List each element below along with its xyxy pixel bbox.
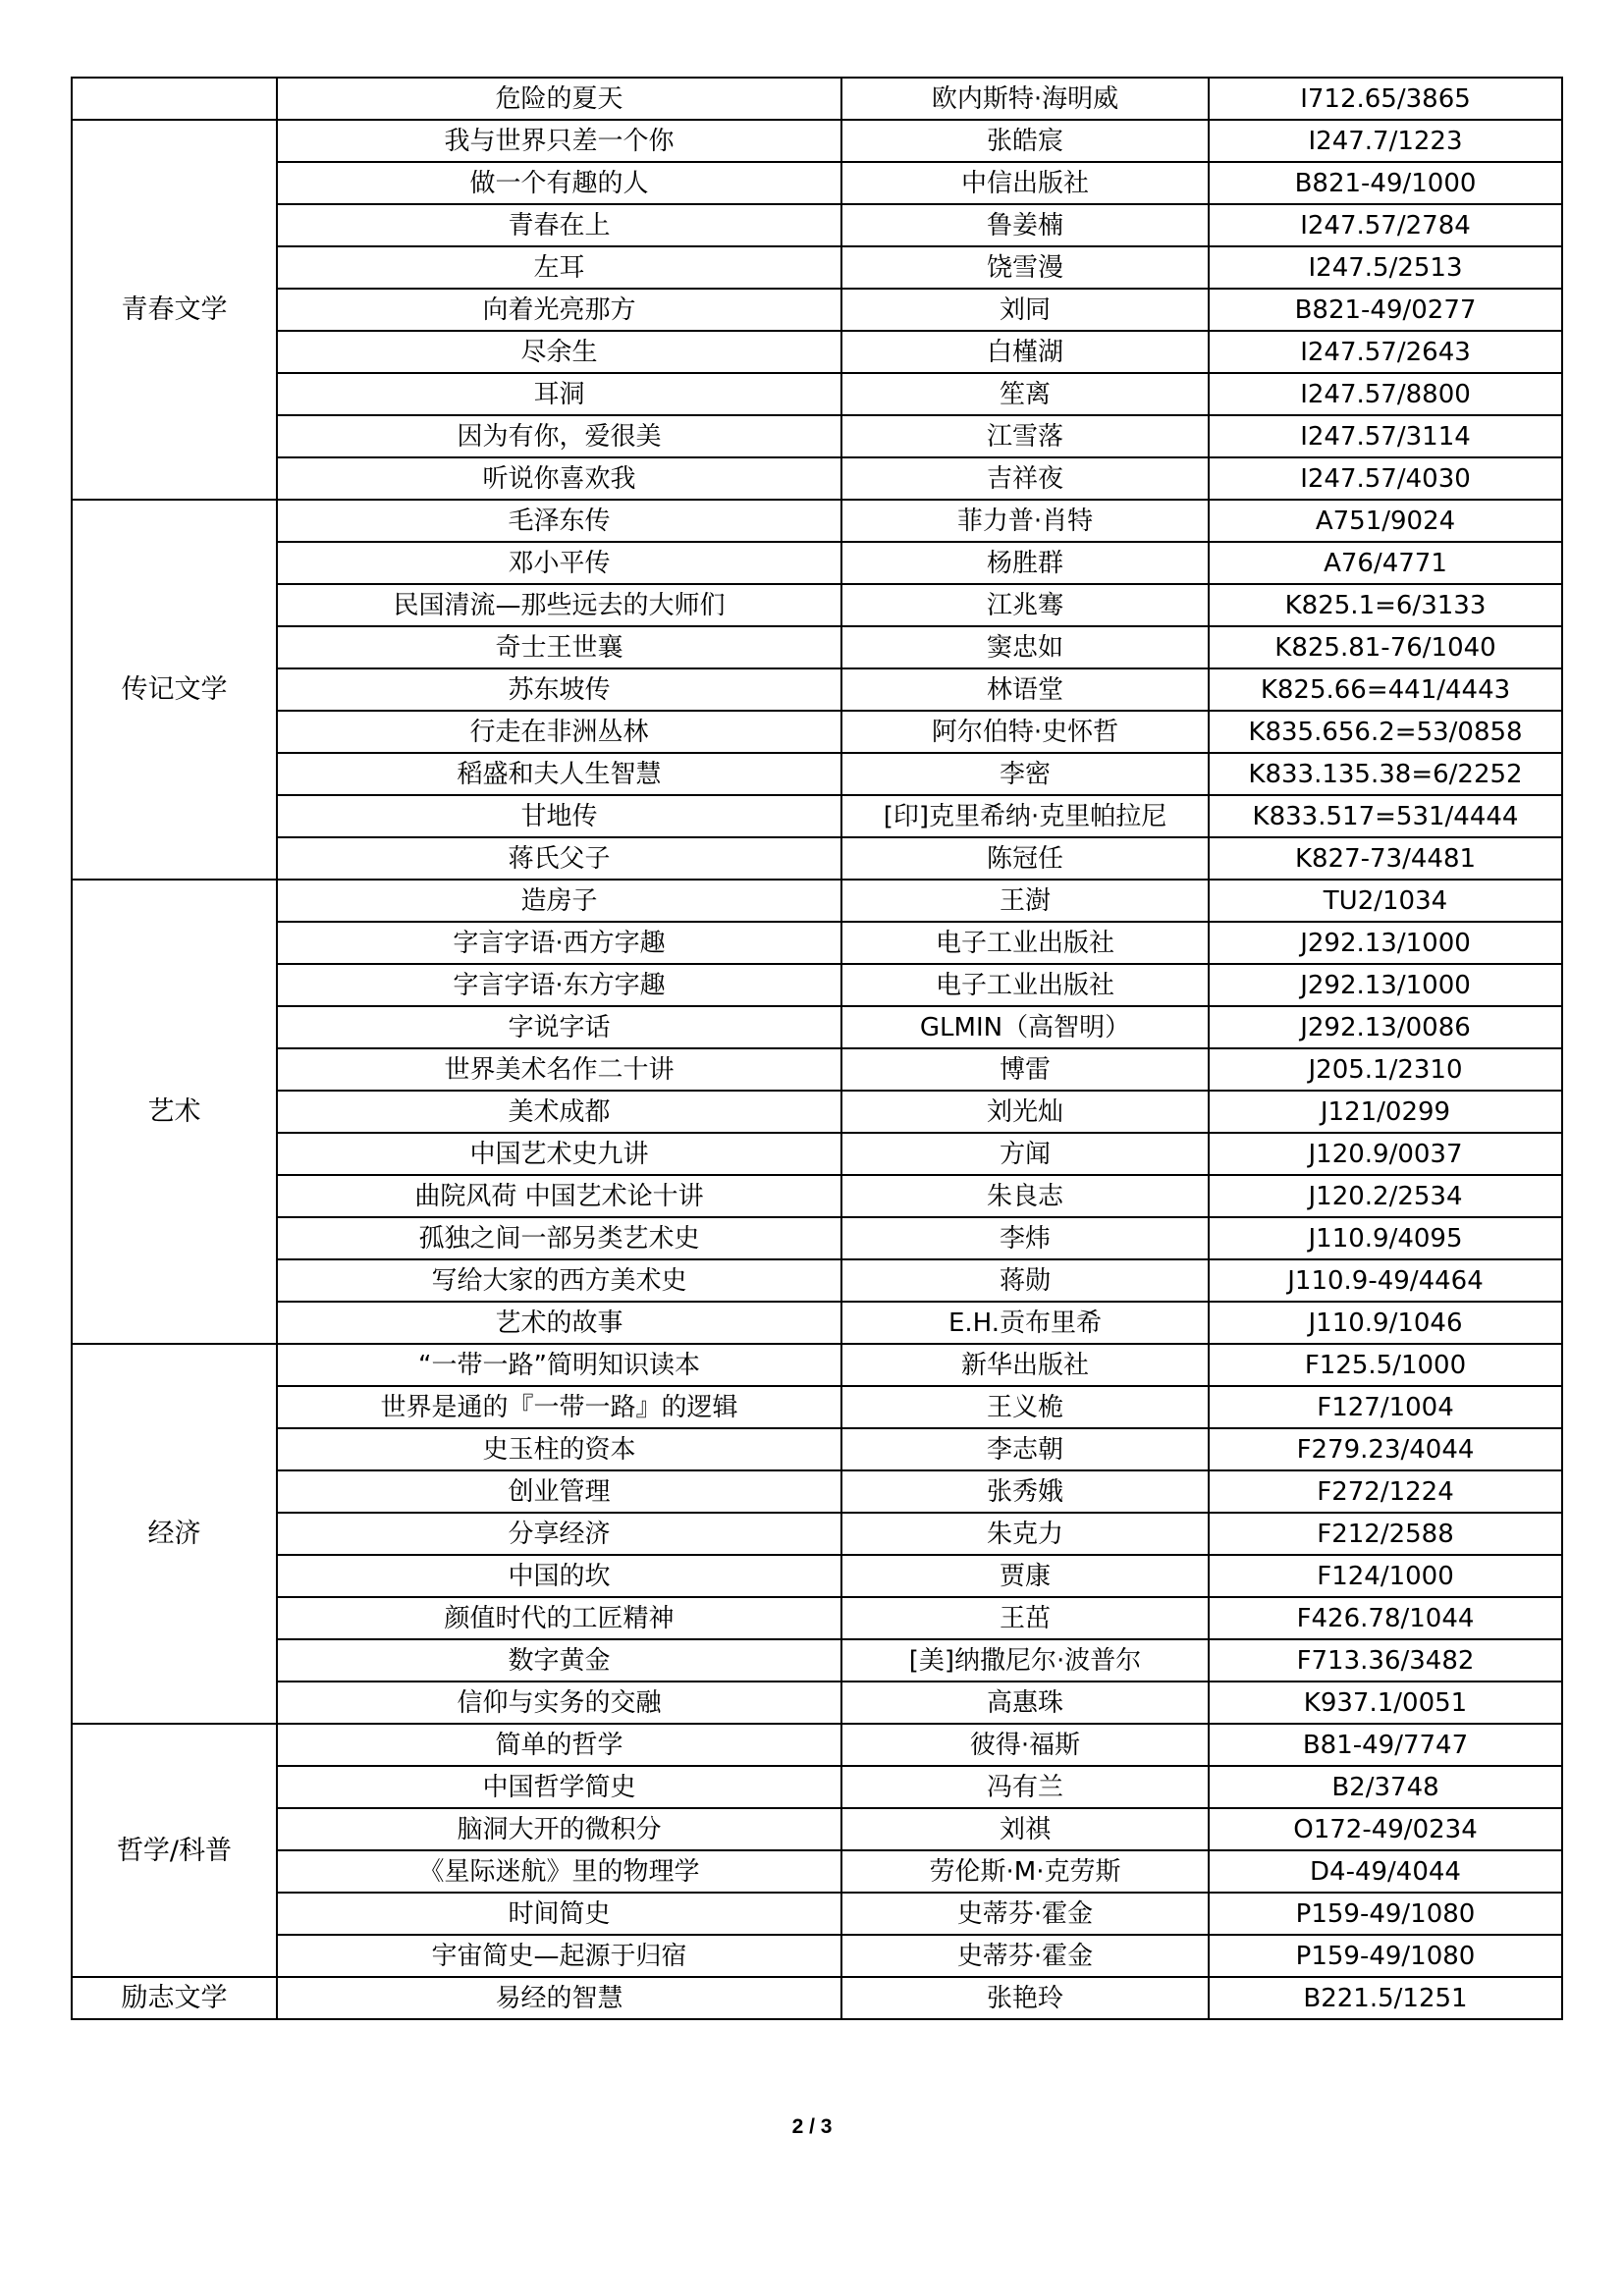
table-row xyxy=(72,1133,1562,1175)
table-row xyxy=(72,373,1562,415)
title-cell: 听说你喜欢我 xyxy=(277,457,841,500)
call-number-cell: I247.57/8800 xyxy=(1209,373,1562,415)
title-cell: 写给大家的西方美术史 xyxy=(277,1259,841,1302)
title-cell: 尽余生 xyxy=(277,331,841,373)
table-row xyxy=(72,1302,1562,1344)
table-row xyxy=(72,1513,1562,1555)
title-cell: 造房子 xyxy=(277,880,841,922)
title-cell: 中国的坎 xyxy=(277,1555,841,1597)
author-cell: 方闻 xyxy=(841,1133,1209,1175)
call-number-cell: B221.5/1251 xyxy=(1209,1977,1562,2019)
table-row xyxy=(72,1850,1562,1893)
author-cell: 江兆骞 xyxy=(841,584,1209,626)
author-cell: 王茁 xyxy=(841,1597,1209,1639)
call-number-cell: I247.57/2643 xyxy=(1209,331,1562,373)
author-cell: E.H.贡布里希 xyxy=(841,1302,1209,1344)
category-cell: 传记文学 xyxy=(72,500,277,880)
author-cell: 冯有兰 xyxy=(841,1766,1209,1808)
call-number-cell: P159-49/1080 xyxy=(1209,1893,1562,1935)
title-cell: 时间简史 xyxy=(277,1893,841,1935)
author-cell: 史蒂芬·霍金 xyxy=(841,1893,1209,1935)
table-row xyxy=(72,1344,1562,1386)
table-row xyxy=(72,626,1562,668)
author-cell: 张艳玲 xyxy=(841,1977,1209,2019)
table-row xyxy=(72,880,1562,922)
title-cell: 信仰与实务的交融 xyxy=(277,1682,841,1724)
author-cell: 江雪落 xyxy=(841,415,1209,457)
table-row xyxy=(72,753,1562,795)
call-number-cell: F279.23/4044 xyxy=(1209,1428,1562,1470)
table-row xyxy=(72,1555,1562,1597)
table-row xyxy=(72,1977,1562,2019)
title-cell: 民国清流—那些远去的大师们 xyxy=(277,584,841,626)
table-row xyxy=(72,795,1562,837)
call-number-cell: I247.7/1223 xyxy=(1209,120,1562,162)
call-number-cell: F124/1000 xyxy=(1209,1555,1562,1597)
table-row xyxy=(72,1893,1562,1935)
title-cell: 字言字语·东方字趣 xyxy=(277,964,841,1006)
title-cell: 创业管理 xyxy=(277,1470,841,1513)
title-cell: 宇宙简史—起源于归宿 xyxy=(277,1935,841,1977)
table-row xyxy=(72,1428,1562,1470)
author-cell: 劳伦斯·M·克劳斯 xyxy=(841,1850,1209,1893)
title-cell: 史玉柱的资本 xyxy=(277,1428,841,1470)
table-row xyxy=(72,204,1562,246)
category-cell: 经济 xyxy=(72,1344,277,1724)
call-number-cell: O172-49/0234 xyxy=(1209,1808,1562,1850)
table-row xyxy=(72,1808,1562,1850)
call-number-cell: F272/1224 xyxy=(1209,1470,1562,1513)
call-number-cell: I712.65/3865 xyxy=(1209,78,1562,120)
title-cell: 向着光亮那方 xyxy=(277,289,841,331)
author-cell: [美]纳撒尼尔·波普尔 xyxy=(841,1639,1209,1682)
call-number-cell: J120.2/2534 xyxy=(1209,1175,1562,1217)
title-cell: 字言字语·西方字趣 xyxy=(277,922,841,964)
table-row xyxy=(72,1217,1562,1259)
table-row xyxy=(72,542,1562,584)
call-number-cell: B81-49/7747 xyxy=(1209,1724,1562,1766)
category-cell: 励志文学 xyxy=(72,1977,277,2019)
author-cell: 林语堂 xyxy=(841,668,1209,711)
title-cell: 蒋氏父子 xyxy=(277,837,841,880)
table-row xyxy=(72,1597,1562,1639)
title-cell: 左耳 xyxy=(277,246,841,289)
table-row xyxy=(72,120,1562,162)
author-cell: 李炜 xyxy=(841,1217,1209,1259)
category-cell xyxy=(72,78,277,120)
author-cell: 张皓宸 xyxy=(841,120,1209,162)
title-cell: 耳洞 xyxy=(277,373,841,415)
table-row xyxy=(72,837,1562,880)
author-cell: 刘祺 xyxy=(841,1808,1209,1850)
title-cell: 危险的夏天 xyxy=(277,78,841,120)
call-number-cell: I247.57/4030 xyxy=(1209,457,1562,500)
call-number-cell: J121/0299 xyxy=(1209,1091,1562,1133)
call-number-cell: J205.1/2310 xyxy=(1209,1048,1562,1091)
title-cell: 中国哲学简史 xyxy=(277,1766,841,1808)
author-cell: 博雷 xyxy=(841,1048,1209,1091)
call-number-cell: F426.78/1044 xyxy=(1209,1597,1562,1639)
title-cell: 颜值时代的工匠精神 xyxy=(277,1597,841,1639)
author-cell: 朱良志 xyxy=(841,1175,1209,1217)
title-cell: 稻盛和夫人生智慧 xyxy=(277,753,841,795)
book-list-table xyxy=(71,77,1563,2020)
author-cell: 杨胜群 xyxy=(841,542,1209,584)
call-number-cell: K825.66=441/4443 xyxy=(1209,668,1562,711)
book-list-body xyxy=(72,78,1562,2019)
author-cell: 彼得·福斯 xyxy=(841,1724,1209,1766)
table-row xyxy=(72,331,1562,373)
call-number-cell: J292.13/0086 xyxy=(1209,1006,1562,1048)
author-cell: 朱克力 xyxy=(841,1513,1209,1555)
call-number-cell: K827-73/4481 xyxy=(1209,837,1562,880)
author-cell: 电子工业出版社 xyxy=(841,922,1209,964)
author-cell: 笙离 xyxy=(841,373,1209,415)
call-number-cell: J120.9/0037 xyxy=(1209,1133,1562,1175)
title-cell: 世界是通的『一带一路』的逻辑 xyxy=(277,1386,841,1428)
title-cell: 艺术的故事 xyxy=(277,1302,841,1344)
call-number-cell: P159-49/1080 xyxy=(1209,1935,1562,1977)
title-cell: 甘地传 xyxy=(277,795,841,837)
call-number-cell: K833.517=531/4444 xyxy=(1209,795,1562,837)
table-row xyxy=(72,668,1562,711)
table-row xyxy=(72,1470,1562,1513)
table-row xyxy=(72,1935,1562,1977)
title-cell: “一带一路”简明知识读本 xyxy=(277,1344,841,1386)
author-cell: [印]克里希纳·克里帕拉尼 xyxy=(841,795,1209,837)
table-row xyxy=(72,711,1562,753)
call-number-cell: K833.135.38=6/2252 xyxy=(1209,753,1562,795)
call-number-cell: I247.57/3114 xyxy=(1209,415,1562,457)
table-row xyxy=(72,289,1562,331)
table-row xyxy=(72,1639,1562,1682)
author-cell: 吉祥夜 xyxy=(841,457,1209,500)
author-cell: 阿尔伯特·史怀哲 xyxy=(841,711,1209,753)
author-cell: 欧内斯特·海明威 xyxy=(841,78,1209,120)
category-cell: 青春文学 xyxy=(72,120,277,500)
call-number-cell: F212/2588 xyxy=(1209,1513,1562,1555)
table-row xyxy=(72,1048,1562,1091)
table-row xyxy=(72,457,1562,500)
title-cell: 脑洞大开的微积分 xyxy=(277,1808,841,1850)
author-cell: 刘同 xyxy=(841,289,1209,331)
category-cell: 哲学/科普 xyxy=(72,1724,277,1977)
author-cell: 刘光灿 xyxy=(841,1091,1209,1133)
table-row xyxy=(72,246,1562,289)
table-row xyxy=(72,1091,1562,1133)
call-number-cell: A76/4771 xyxy=(1209,542,1562,584)
table-row xyxy=(72,415,1562,457)
title-cell: 邓小平传 xyxy=(277,542,841,584)
author-cell: 窦忠如 xyxy=(841,626,1209,668)
call-number-cell: K825.81-76/1040 xyxy=(1209,626,1562,668)
author-cell: 陈冠任 xyxy=(841,837,1209,880)
table-row xyxy=(72,1259,1562,1302)
call-number-cell: I247.57/2784 xyxy=(1209,204,1562,246)
author-cell: 高惠珠 xyxy=(841,1682,1209,1724)
title-cell: 行走在非洲丛林 xyxy=(277,711,841,753)
table-row xyxy=(72,584,1562,626)
author-cell: 菲力普·肖特 xyxy=(841,500,1209,542)
title-cell: 我与世界只差一个你 xyxy=(277,120,841,162)
author-cell: 饶雪漫 xyxy=(841,246,1209,289)
table-row xyxy=(72,1682,1562,1724)
table-row xyxy=(72,1386,1562,1428)
call-number-cell: F127/1004 xyxy=(1209,1386,1562,1428)
title-cell: 中国艺术史九讲 xyxy=(277,1133,841,1175)
author-cell: 蒋勋 xyxy=(841,1259,1209,1302)
title-cell: 分享经济 xyxy=(277,1513,841,1555)
title-cell: 青春在上 xyxy=(277,204,841,246)
call-number-cell: J292.13/1000 xyxy=(1209,922,1562,964)
call-number-cell: K825.1=6/3133 xyxy=(1209,584,1562,626)
call-number-cell: K937.1/0051 xyxy=(1209,1682,1562,1724)
author-cell: 李志朝 xyxy=(841,1428,1209,1470)
table-row xyxy=(72,922,1562,964)
category-cell: 艺术 xyxy=(72,880,277,1344)
table-row xyxy=(72,162,1562,204)
call-number-cell: F125.5/1000 xyxy=(1209,1344,1562,1386)
title-cell: 孤独之间一部另类艺术史 xyxy=(277,1217,841,1259)
title-cell: 世界美术名作二十讲 xyxy=(277,1048,841,1091)
title-cell: 做一个有趣的人 xyxy=(277,162,841,204)
author-cell: GLMIN（高智明） xyxy=(841,1006,1209,1048)
table-row xyxy=(72,1766,1562,1808)
author-cell: 李密 xyxy=(841,753,1209,795)
author-cell: 王义桅 xyxy=(841,1386,1209,1428)
author-cell: 张秀娥 xyxy=(841,1470,1209,1513)
call-number-cell: I247.5/2513 xyxy=(1209,246,1562,289)
author-cell: 白槿湖 xyxy=(841,331,1209,373)
call-number-cell: TU2/1034 xyxy=(1209,880,1562,922)
title-cell: 字说字话 xyxy=(277,1006,841,1048)
title-cell: 因为有你，爱很美 xyxy=(277,415,841,457)
call-number-cell: B821-49/1000 xyxy=(1209,162,1562,204)
title-cell: 曲院风荷 中国艺术论十讲 xyxy=(277,1175,841,1217)
title-cell: 《星际迷航》里的物理学 xyxy=(277,1850,841,1893)
title-cell: 易经的智慧 xyxy=(277,1977,841,2019)
call-number-cell: F713.36/3482 xyxy=(1209,1639,1562,1682)
table-row xyxy=(72,1006,1562,1048)
title-cell: 毛泽东传 xyxy=(277,500,841,542)
call-number-cell: J110.9-49/4464 xyxy=(1209,1259,1562,1302)
call-number-cell: B821-49/0277 xyxy=(1209,289,1562,331)
author-cell: 电子工业出版社 xyxy=(841,964,1209,1006)
call-number-cell: J110.9/1046 xyxy=(1209,1302,1562,1344)
table-row xyxy=(72,500,1562,542)
call-number-cell: D4-49/4044 xyxy=(1209,1850,1562,1893)
title-cell: 美术成都 xyxy=(277,1091,841,1133)
author-cell: 鲁姜楠 xyxy=(841,204,1209,246)
title-cell: 苏东坡传 xyxy=(277,668,841,711)
author-cell: 王澍 xyxy=(841,880,1209,922)
call-number-cell: B2/3748 xyxy=(1209,1766,1562,1808)
call-number-cell: K835.656.2=53/0858 xyxy=(1209,711,1562,753)
table-row xyxy=(72,1175,1562,1217)
table-row xyxy=(72,1724,1562,1766)
title-cell: 数字黄金 xyxy=(277,1639,841,1682)
table-row xyxy=(72,964,1562,1006)
author-cell: 新华出版社 xyxy=(841,1344,1209,1386)
title-cell: 简单的哲学 xyxy=(277,1724,841,1766)
author-cell: 贾康 xyxy=(841,1555,1209,1597)
table-row xyxy=(72,78,1562,120)
page-number: 2 / 3 xyxy=(791,2115,833,2138)
call-number-cell: A751/9024 xyxy=(1209,500,1562,542)
author-cell: 史蒂芬·霍金 xyxy=(841,1935,1209,1977)
title-cell: 奇士王世襄 xyxy=(277,626,841,668)
call-number-cell: J110.9/4095 xyxy=(1209,1217,1562,1259)
call-number-cell: J292.13/1000 xyxy=(1209,964,1562,1006)
author-cell: 中信出版社 xyxy=(841,162,1209,204)
